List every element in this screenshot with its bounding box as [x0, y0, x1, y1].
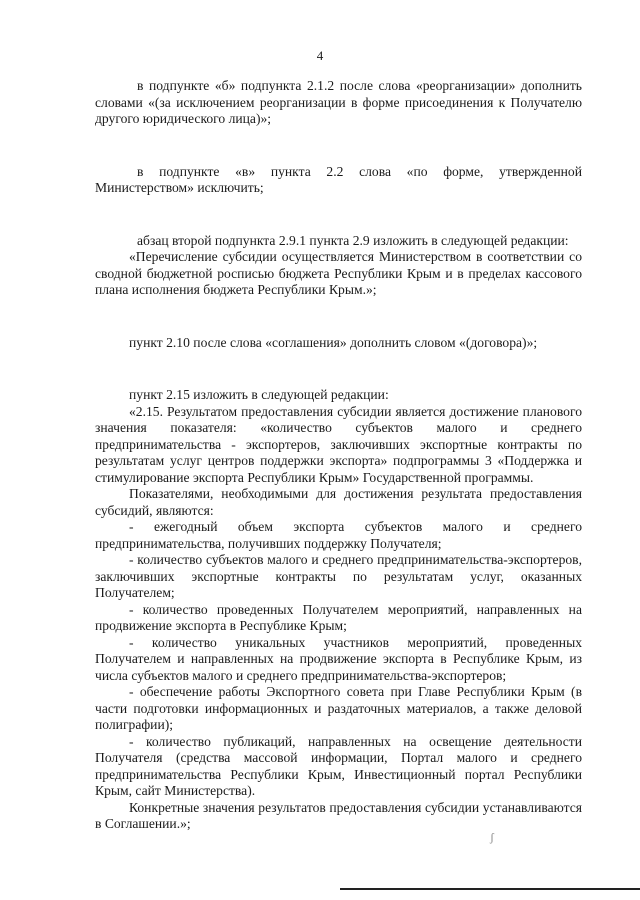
paragraph-indicators-intro: Показателями, необходимыми для достижения результата предоставления субсидий, являются:: [95, 486, 582, 518]
paragraph-amendment-2-15: пункт 2.15 изложить в следующей редакции:: [129, 387, 389, 402]
list-item-export-council: - обеспечение работы Экспортного совета при Главе Республики Крым (в части подготовки информационных и раздаточных материалов, а также деловой полиграфии);: [95, 684, 582, 732]
paragraph-specific-values: Конкретные значения результатов предоставления субсидии устанавливаются в Соглашении.»;: [95, 799, 582, 831]
list-item-publications-count: - количество публикаций, направленных на освещение деятельности Получателя (средства массовой информации, Портал малого и среднего предпринимательства Республики Крым, Инвестиционный портал Республики Крым, сайт Министерства).: [95, 733, 582, 798]
paragraph-2-15-result: «2.15. Результатом предоставления субсидии является достижение планового значения показателя: «количество субъектов малого и среднего предпринимательства - экспортеров, заключивших экспортные контракты по результатам услуг центров поддержки экспорта» подпрограммы 3 «Поддержка и стимулирование экспорта Республики Крым» Государственной программы.: [95, 403, 582, 485]
scan-mark: ʃ: [490, 830, 494, 844]
list-item-events-count: - количество проведенных Получателем мероприятий, направленных на продвижение экспорта в Республике Крым;: [95, 601, 582, 633]
list-item-exporters-count: - количество субъектов малого и среднего предпринимательства-экспортеров, заключивших экспортные контракты по результатам услуг, оказанных Получателем;: [95, 552, 582, 600]
page-number: 4: [316, 48, 324, 63]
document-body: [95, 78, 582, 833]
list-item-export-volume: - ежегодный объем экспорта субъектов малого и среднего предпринимательства, получивших поддержку Получателя;: [95, 519, 582, 551]
list-item-unique-participants: - количество уникальных участников мероприятий, проведенных Получателем и направленных на продвижение экспорта в Республике Крым, из числа субъектов малого и среднего предпринимательства-экспортеров;: [95, 634, 582, 683]
paragraph-amendment-2-2: в подпункте «в» пункта 2.2 слова «по форме, утвержденной Министерством» исключить;: [95, 163, 582, 195]
paragraph-amendment-2-1-2: в подпункте «б» подпункта 2.1.2 после слова «реорганизации» дополнить словами «(за исключением реорганизации в форме присоединения к Получателю другого юридического лица)»;: [95, 78, 582, 126]
paragraph-quote-subsidy-transfer: «Перечисление субсидии осуществляется Министерством в соответствии со сводной бюджетной росписью бюджета Республики Крым и в пределах кассового плана исполнения бюджета Республики Крым.»;: [95, 249, 582, 297]
paragraph-amendment-2-9-1: абзац второй подпункта 2.9.1 пункта 2.9 изложить в следующей редакции:: [137, 232, 569, 248]
bottom-rule: [340, 888, 640, 890]
paragraph-amendment-2-10: пункт 2.10 после слова «соглашения» дополнить словом «(договора)»;: [129, 334, 538, 350]
